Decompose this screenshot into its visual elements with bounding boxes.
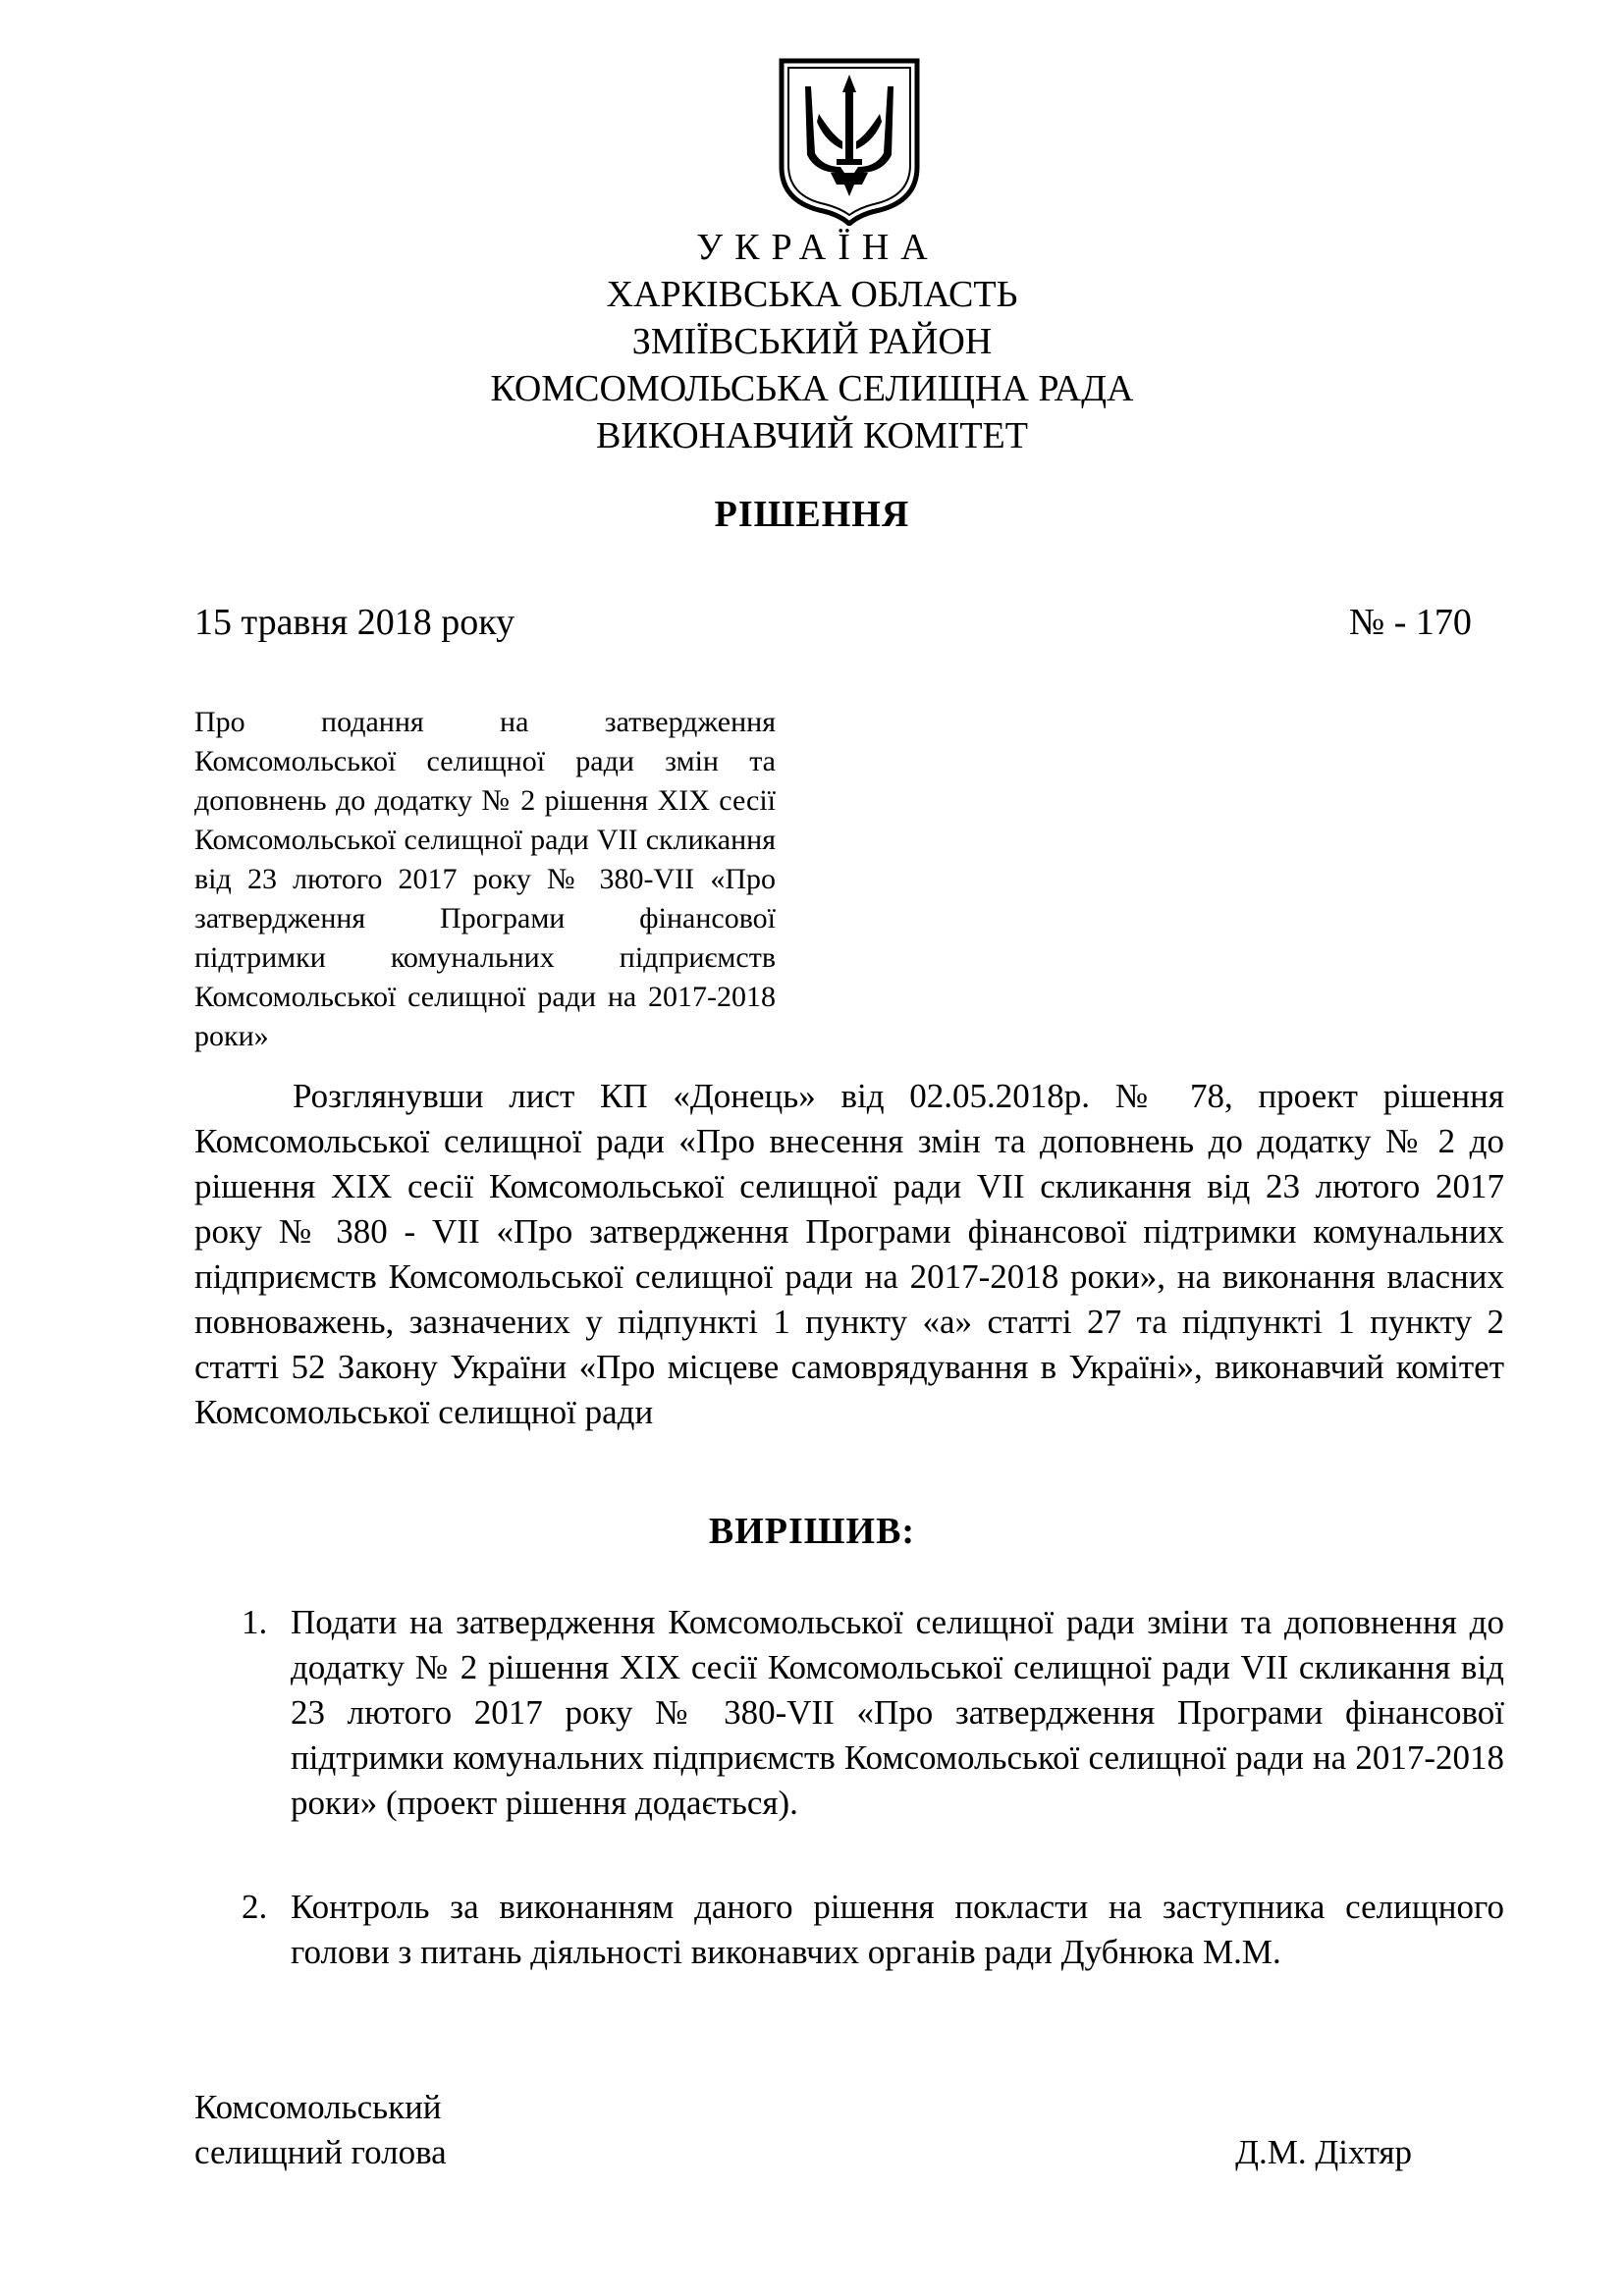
document-number: № - 170 bbox=[1349, 602, 1472, 643]
signer-position-line2: селищний голова bbox=[194, 2133, 447, 2171]
header-country: УКРАЇНА bbox=[696, 227, 940, 268]
decision-item bbox=[194, 1600, 1504, 1826]
document-header bbox=[0, 224, 1624, 459]
signer-name: Д.М. Діхтяр bbox=[1235, 2133, 1412, 2171]
document-date: 15 травня 2018 року bbox=[194, 602, 515, 643]
signer-position-line1: Комсомольський bbox=[194, 2088, 442, 2126]
decided-heading: ВИРІШИВ: bbox=[708, 1511, 916, 1552]
decision-item-number: 2. bbox=[242, 1888, 268, 1926]
header-region: ХАРКІВСЬКА ОБЛАСТЬ bbox=[606, 274, 1018, 315]
header-district: ЗМІЇВСЬКИЙ РАЙОН bbox=[631, 321, 993, 362]
ukraine-trident-icon bbox=[776, 57, 923, 226]
document-preamble: Розглянувши лист КП «Донець» від 02.05.2018р. № 78, проект рішення Комсомольської селищної ради «Про внесення змін та доповнень до додатку № 2 до рішення XIX сесії Комсомольської селищної ради VII скликання від 23 лютого 2017 року № 380 - VII «Про затвердження Програми фінансової підтримки комунальних підприємств Комсомольської селищної ради на 2017-2018 роки», на виконання власних повноважень, зазначених у підпункті 1 пункту «а» статті 27 та підпункті 1 пункту 2 статті 52 Закону України «Про місцеве самоврядування в Україні», виконавчий комітет Комсомольської селищної ради bbox=[194, 1077, 1504, 1431]
decision-item-text: Контроль за виконанням даного рішення покласти на заступника селищного голови з питань діяльності виконавчих органів ради Дубнюка М.М. bbox=[291, 1888, 1504, 1971]
header-council: КОМСОМОЛЬСЬКА СЕЛИЩНА РАДА bbox=[490, 368, 1134, 409]
document-subject: Про подання на затвердження Комсомольської селищної ради змін та доповнень до додатку № 2 рішення XIX сесії Комсомольської селищної ради VII скликання від 23 лютого 2017 року № 380-VII «Про затвердження Програми фінансової підтримки комунальних підприємств Комсомольської селищної ради на 2017-2018 роки» bbox=[194, 706, 776, 1052]
header-committee: ВИКОНАВЧИЙ КОМІТЕТ bbox=[596, 415, 1028, 456]
decision-item bbox=[194, 1885, 1504, 1975]
document-title: РІШЕННЯ bbox=[714, 494, 910, 535]
decision-item-text: Подати на затвердження Комсомольської селищної ради зміни та доповнення до додатку № 2 рішення XIX сесії Комсомольської селищної ради VII скликання від 23 лютого 2017 року № 380-VII «Про затвердження Програми фінансової підтримки комунальних підприємств Комсомольської селищної ради на 2017-2018 роки» (проект рішення додається). bbox=[291, 1603, 1504, 1822]
decision-items bbox=[194, 1600, 1504, 1975]
decision-item-number: 1. bbox=[242, 1603, 268, 1641]
